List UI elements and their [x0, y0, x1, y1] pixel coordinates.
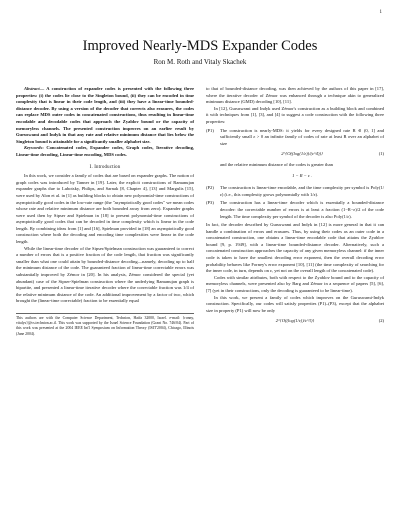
- equation-number: (2): [378, 318, 384, 324]
- property-text: The construction has a linear-time decoder which is essentially a bounded-distance decoder: the correctable number of errors is at least a fraction (1−R−ε)/2 of the code length. The time complexity per symbol of the decoder is also Poly(1/ε).: [220, 200, 384, 219]
- keywords-text: : Concatenated codes, Expander codes, Graph codes, Iterative decoding, Linear-time decoding, Linear-time encoding, MDS codes.: [16, 145, 194, 157]
- paper-title: Improved Nearly-MDS Expander Codes: [82, 38, 318, 54]
- right-column: [206, 86, 384, 329]
- body-paragraph: to that of bounded-distance decoding, was then achieved by the authors of this paper in [17], where the iterative decoder of Zémor was enhanced through a technique akin to generalized minimum distance (GMD) decoding [10], [11].: [206, 86, 384, 105]
- property-item: [206, 185, 384, 198]
- body-paragraph: In fact, the decoder described by Guruswami and Indyk in [12] is more general in that it can handle a combination of errors and erasures. Thus, by using their codes as an outer code in a concatenated construction, one obtains a linear-time encodable code that attains the Zyablov bound [9, p. 1949], with a linear-time bounded-distance decoder. Alternatively, such a concatenated construction approaches the capacity of any given memoryless channel: if the inner code is taken to have the smallest decoding error exponent, then the overall decoding error probability behaves like Forney's error exponent [10], [11] (the time complexity of searching for the inner code, in turn, depends on ε, yet not on the overall length of the concatenated code).: [206, 222, 384, 274]
- paper-authors: Ron M. Roth and Vitaly Skachek: [153, 58, 247, 66]
- abstract: [16, 86, 194, 145]
- keywords-label: Keywords: [24, 145, 43, 151]
- property-text-continued: and the relative minimum distance of the codes is greater than: [220, 161, 333, 167]
- intro-paragraph: In this work, we consider a family of codes that are based on expander graphs. The notion of graph codes was introduced by Tanner in [19]. Later, the explicit constructions of Ramanujan expander graphs due to Lubotsky, Philips, and Sarnak [8, Chapter 4], [13] and Margulis [15], were used by Alon et al. in [1] as building blocks to obtain new polynomial-time constructions of asymptotically good codes in the low-rate range (the "asymptotically good codes" we mean codes whose rate and relative minimum distance are both bounded away from zero). Expander graphs were used then by Sipser and Spielman in [18] to present polynomial-time constructions of asymptotically good codes that can be decoded in time complexity which is linear in the code length. By combining ideas from [1] and [16], Spielman provided in [18] an asymptotically good construction where both the decoding and encoding time complexities were linear in the code length.: [16, 173, 194, 245]
- page-number: 1: [379, 10, 382, 15]
- left-column: [16, 86, 194, 337]
- property-text: The construction is nearly-MDS: it yields for every designed rate R ∈ (0, 1] and sufficiently small ε > 0 an infinite family of codes of rate at least R over an alphabet of size: [220, 127, 384, 146]
- equation-body: 1 − R − ε .: [292, 172, 312, 178]
- equation: [206, 318, 384, 325]
- body-paragraph: In [12], Guruswami and Indyk used Zémor's construction as a building block and combined it with techniques from [1], [3], and [4] to suggest a code construction with the following three properties:: [206, 105, 384, 124]
- body-paragraph: Codes with similar attributes, both with respect to the Zyablov bound and to the capacity of memoryless channels, were presented also by Barg and Zémor in a sequence of papers [5], [6], [7] (yet in their constructions, only the decoding is guaranteed to be linear-time).: [206, 274, 384, 294]
- property-label: (P2): [206, 185, 214, 191]
- body-paragraph: In this work, we present a family of codes which improves on the Guruswami-Indyk construction. Specifically, our codes will satisfy properties (P1)–(P3), except that the alphabet size in property (P1) will now be only: [206, 294, 384, 313]
- property-item: [206, 128, 384, 184]
- property-item: [206, 200, 384, 220]
- property-list: [206, 128, 384, 221]
- equation-body: 2^{O((log(1/ε))/ε^3)}: [275, 318, 315, 324]
- property-text: The construction is linear-time encodable, and the time complexity per symbol is Poly(1/ε) (i.e., this complexity grows polynomially with 1/ε).: [220, 185, 384, 197]
- abstract-text: — A construction of expander codes is presented with the following three properties: (i) the codes lie close to the Singleton bound, (ii) they can be encoded in time complexity that is linear in their code length, and (iii) they have a linear-time bounded-distance decoder. By using a version of the decoder that corrects also erasures, the codes can replace MDS outer codes in concatenated constructions, thus resulting in linear-time encodable and decodable codes that approach the Zyablov bound or the capacity of memoryless channels. The presented construction improves on an earlier result by Guruswami and Indyk in that any rate and relative minimum distance that lies below the Singleton bound is attainable for a significantly smaller alphabet size.: [16, 86, 194, 144]
- footnote: This authors are with the Computer Science Department, Technion, Haifa 32000, Israel. e-mail: {ronny, vitalys}@cs.technion.ac.il. This work was supported by the Israel Science Foundation (Grant No. 746/04). Part of this work was presented at the 2004 IEEE Int'l Symposium on Information Theory (ISIT'2004), Chicago, Illinois (June 2004).: [16, 313, 194, 337]
- intro-paragraph: While the linear-time decoder of the Sipser/Spielman construction was guaranteed to correct a number of errors that is a positive fraction of the code length, that fraction was significantly smaller than what one could attain by bounded-distance decoding—namely, decoding up to half the minimum distance of the code. The guaranteed fraction of linear-time correctable errors was substantially improved by Zémor in [20]. In his analysis, Zémor considered the special (yet abundant) case of the Sipser-Spielman construction where the underlying Ramanujan graph is bipartite, and presented a linear-time iterative decoder where the correctable fraction was 1/4 of the relative minimum distance of the code. An additional improvement by a factor of two, which brought the (linear-time correctable) fraction to be essentially equal: [16, 245, 194, 304]
- section-heading-introduction: I. Introduction: [89, 164, 121, 170]
- equation-body: 2^{O((log(1/ε))/(ε^4))}: [281, 151, 323, 157]
- property-label: (P1): [206, 127, 214, 133]
- equation-number: (1): [378, 151, 384, 157]
- abstract-label: Abstract: [24, 86, 40, 91]
- keywords: [16, 145, 194, 158]
- property-label: (P3): [206, 200, 214, 206]
- equation: [220, 173, 384, 180]
- equation: [220, 151, 384, 158]
